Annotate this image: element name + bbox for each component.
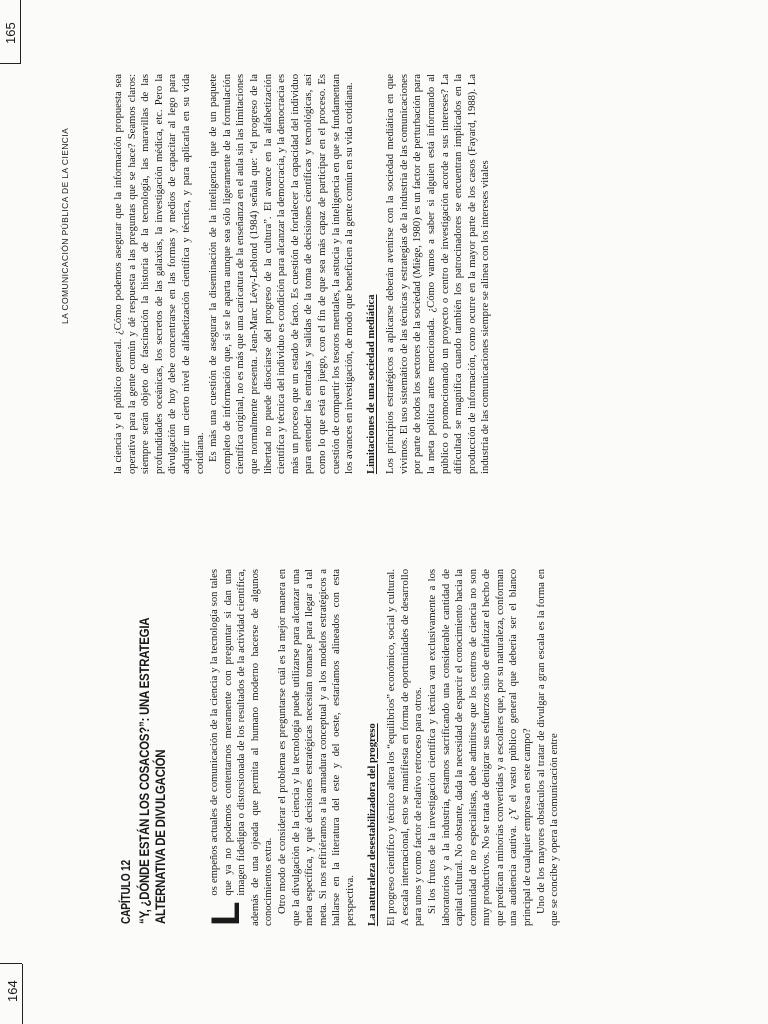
left-para-1 xyxy=(204,569,276,926)
right-page-rule-vertical xyxy=(0,63,20,64)
left-para-1-text: os empeños actuales de comunicación de la ciencia y la tecnología son tales que ya no podemos contentarnos meramente con preguntar si dan una imagen fidedigna o distorsionada de los resultados de la actividad científica, además de una ojeada que permita al humano moderno hacerse de algunos conocimientos extra. xyxy=(209,569,275,926)
right-text-column xyxy=(112,74,493,474)
drop-cap: L xyxy=(204,901,248,926)
chapter-title: “Y, ¿DÓNDE ESTÁN LOS COSACOS?”: UNA ESTRATEGIA ALTERNATIVA DE DIVULGACIÓN xyxy=(136,618,168,924)
left-section-heading: La naturaleza desestabilizadora del progreso xyxy=(366,723,378,926)
right-page-rule xyxy=(20,0,21,64)
right-page-number: 165 xyxy=(3,22,18,44)
left-para-5: Uno de los mayores obstáculos al tratar de divulgar a gran escala es la forma en que se concibe y opera la comunicación entre xyxy=(535,569,561,926)
left-para-4: Si los frutos de la investigación científica y técnica van exclusivamente a los laboratorios y a la industria, estamos sacrificando una considerable cantidad de capital cultural. No obstante, dada la necesidad de esparcir el conocimiento hacia la comunidad de no especialistas, debe admitirse que los centros de ciencia no son muy productivos. No se trata de denigrar sus esfuerzos sino de enfatizar el hecho de que predican a minorías convertidas y a escolares que, por su naturaleza, conforman una audiencia cautiva. ¿Y el vasto público general que debería ser el blanco principal de cualquier empresa en este campo? xyxy=(426,569,534,926)
left-para-2: Otro modo de considerar el problema es preguntarse cuál es la mejor manera en que la divulgación de la ciencia y la tecnología puede utilizarse para alcanzar una meta específica, y qué decisiones estratégicas necesitan tomarse para llegar a tal meta. Si nos refiriéramos a la armadura conceptual y a los modelos estratégicos a hallarse en la literatura del este y del oeste, estaríamos alineados con esta perspectiva. xyxy=(276,569,356,926)
chapter-heading xyxy=(118,580,168,924)
chapter-label: CAPÍTULO 12 xyxy=(119,860,133,924)
right-para-3: Los principios estratégicos a aplicarse deberán avenirse con la sociedad mediática en que vivimos. El uso sistemático de las técnicas y estrategias de la industria de las comunicaciones por parte de todos los sectores de la sociedad (Miège, 1980) es un factor de perturbación para la meta política antes mencionada. ¿Cómo vamos a saber si alguien está informando al público o promocionando un proyecto o centro de investigación acorde a sus intereses? La dificultad se magnifica cuando también los patrocinadores se encuentran implicados en la producción de información, como ocurre en la mayor parte de los casos (Fayard, 1988). La industria de las comunicaciones siempre se alinea con los intereses vitales xyxy=(385,74,492,474)
right-para-1: la ciencia y el público general. ¿Cómo podemos asegurar que la información propuesta sea operativa para la gente común y dé respuesta a las preguntas que se hace? Seamos claros: siempre serán objeto de fascinación la historia de la tecnología, las maravillas de las profundidades oceánicas, los secretos de las galaxias, la investigación médica, etc. Pero la divulgación de hoy debe concentrarse en las formas y medios de capacitar al lego para adquirir un cierto nivel de alfabetización científica y técnica, y para aplicarla en su vida cotidiana. xyxy=(113,74,206,474)
right-para-2: Es más una cuestión de asegurar la diseminación de la inteligencia que de un paquete completo de información que, si se le aparta aunque sea sólo ligeramente de la formulación científica original, no es más que una caricatura de la enseñanza en el aula sin las limitaciones que normalmente presenta. Jean-Marc Lévy-Leblond (1984) señala que: “el progreso de la libertad no puede disociarse del progreso de la cultura”. El avance en la alfabetización científica y técnica del individuo es condición para alcanzar la democracia, y la democracia es más un proceso que un estado de facto. Es cuestión de fortalecer la capacidad del individuo para entender las entradas y salidas de la toma de decisiones científicas y tecnológicas, así como lo que está en juego, con el fin de que sea más capaz de participar en el proceso. Es cuestión de compartir los tesoros mentales, la astucia y la inteligencia en que se fundamentan los avances en investigación, de modo que beneficien a la gente común en su vida cotidiana. xyxy=(208,74,356,474)
left-page-rule-vertical xyxy=(0,963,22,964)
left-text-column xyxy=(204,569,562,926)
left-page-rule xyxy=(22,964,23,1024)
left-para-3: El progreso científico y técnico altera los “equilibrios” económico, social y cultural. A escala internacional, esto se manifiesta en forma de oportunidades de desarrollo para unos y como factor de relativo retroceso para otros. xyxy=(386,569,425,926)
running-head: LA COMUNICACIÓN PÚBLICA DE LA CIENCIA xyxy=(60,127,70,324)
left-page-number: 164 xyxy=(5,980,20,1002)
right-section-heading: Limitaciones de una sociedad mediática xyxy=(365,294,377,474)
